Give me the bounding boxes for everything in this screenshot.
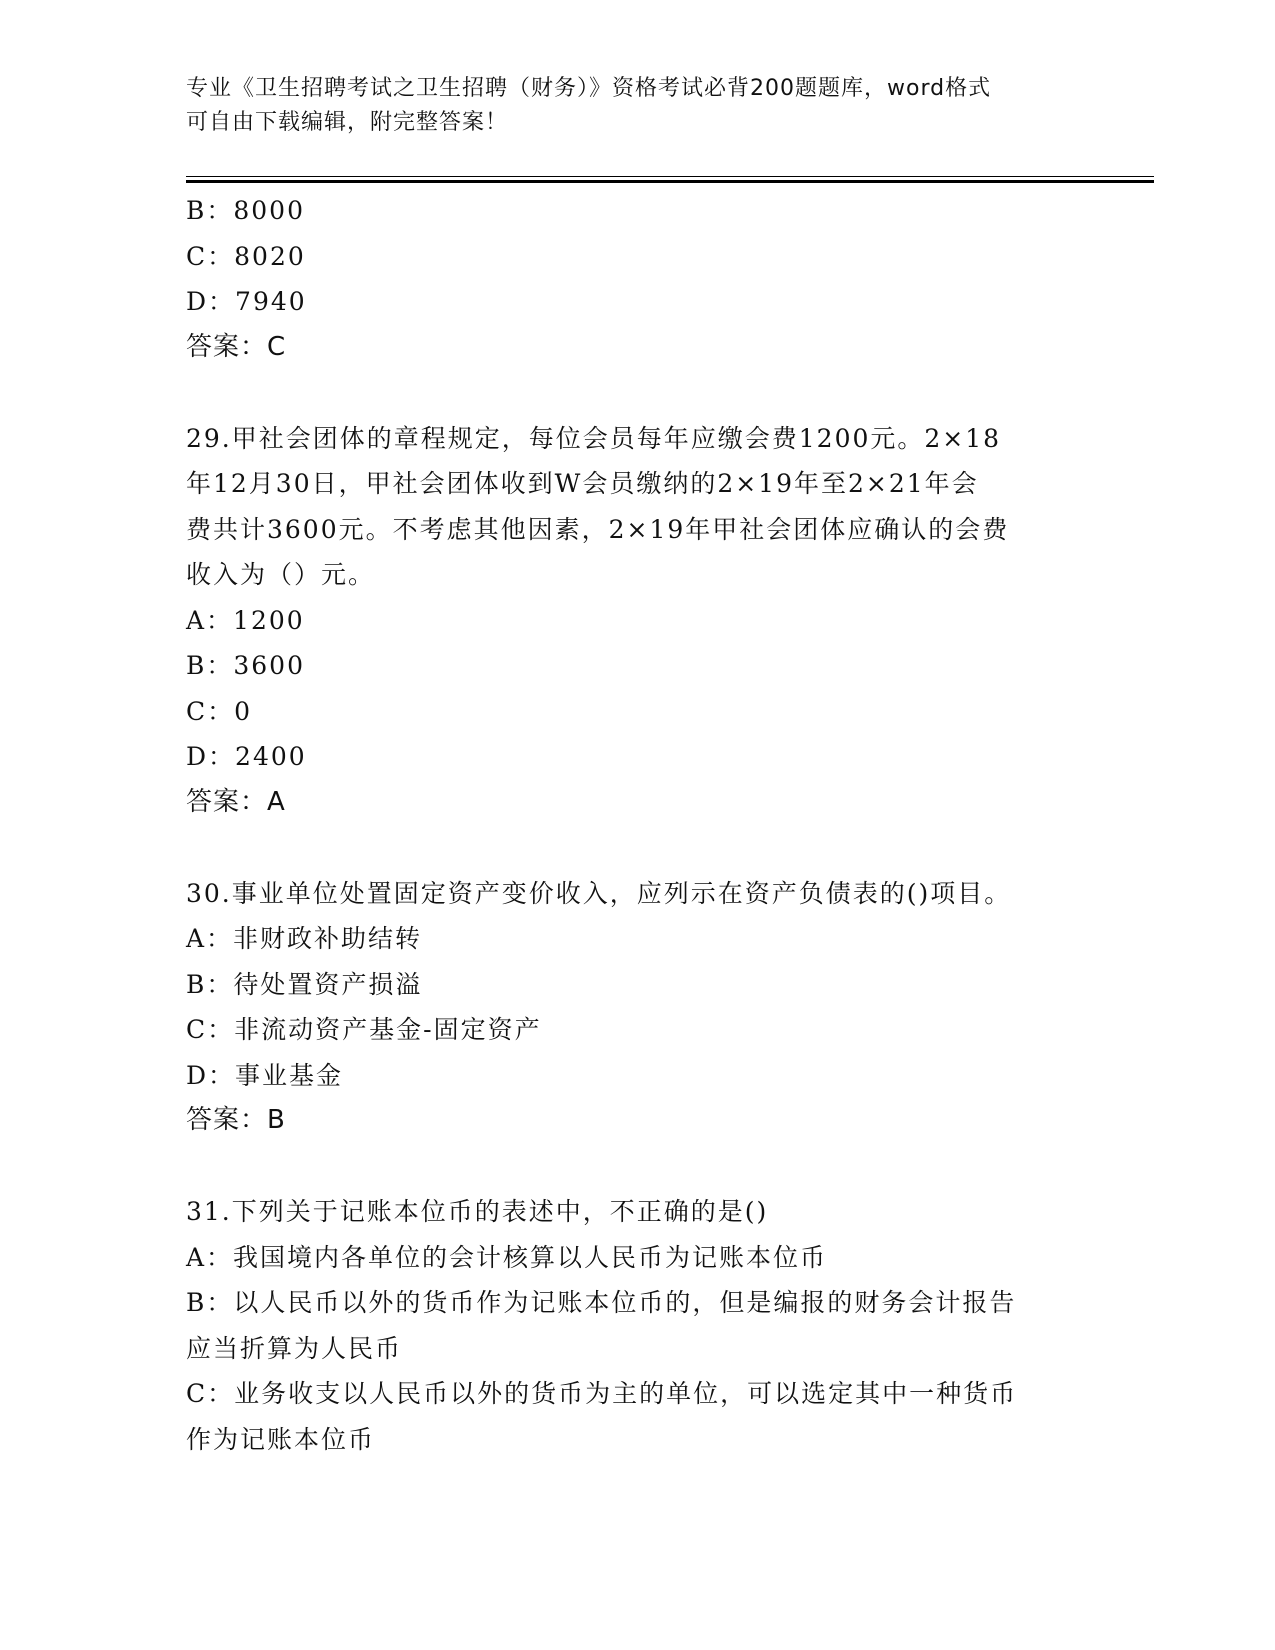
question-text-line: 年12月30日，甲社会团体收到W会员缴纳的2×19年至2×21年会 [186,469,979,498]
question-28-continued [186,188,1076,370]
header-title-line-1: 专业《卫生招聘考试之卫生招聘（财务）》资格考试必背200题题库，word格式 [186,76,992,101]
document-header [186,72,1066,140]
option-a: A：我国境内各单位的会计核算以人民币为记账本位币 [186,1242,828,1272]
option-b: B：8000 [186,196,305,225]
header-divider-thick [186,180,1154,183]
question-text-line: 收入为（）元。 [186,560,376,589]
header-divider-thin [186,176,1154,177]
spacer [186,370,1076,416]
option-b: B：以人民币以外的货币作为记账本位币的，但是编报的财务会计报告 [186,1288,1017,1317]
question-text-line: 30.事业单位处置固定资产变价收入，应列示在资产负债表的()项目。 [186,878,1012,908]
answer-line: 答案：C [186,331,287,362]
option-a: A：非财政补助结转 [186,924,423,953]
answer-line: 答案：B [186,1105,286,1135]
question-31 [186,1189,1076,1462]
question-30 [186,871,1076,1144]
option-a: A：1200 [186,605,305,635]
option-d: D：7940 [186,287,307,316]
option-c: C：0 [186,696,253,726]
option-d: D：2400 [186,742,307,771]
document-body [186,188,1076,1462]
option-b-continued: 应当折算为人民币 [186,1333,403,1363]
option-c: C：非流动资产基金-固定资产 [186,1015,542,1044]
spacer [186,1144,1076,1190]
option-c: C：业务收支以人民币以外的货币为主的单位，可以选定其中一种货币 [186,1379,1018,1408]
answer-line: 答案：A [186,786,286,817]
option-c-continued: 作为记账本位币 [186,1424,376,1454]
question-29 [186,416,1076,826]
spacer [186,825,1076,871]
option-b: B：待处置资产损溢 [186,969,423,999]
option-d: D：事业基金 [186,1060,344,1090]
option-c: C：8020 [186,241,306,271]
question-text-line: 29.甲社会团体的章程规定，每位会员每年应缴会费1200元。2×18 [186,423,1002,453]
header-title-line-2: 可自由下载编辑，附完整答案！ [186,110,509,135]
question-text-line: 费共计3600元。不考虑其他因素，2×19年甲社会团体应确认的会费 [186,514,1010,544]
question-text-line: 31.下列关于记账本位币的表述中，不正确的是() [186,1197,769,1226]
option-b: B：3600 [186,651,305,680]
